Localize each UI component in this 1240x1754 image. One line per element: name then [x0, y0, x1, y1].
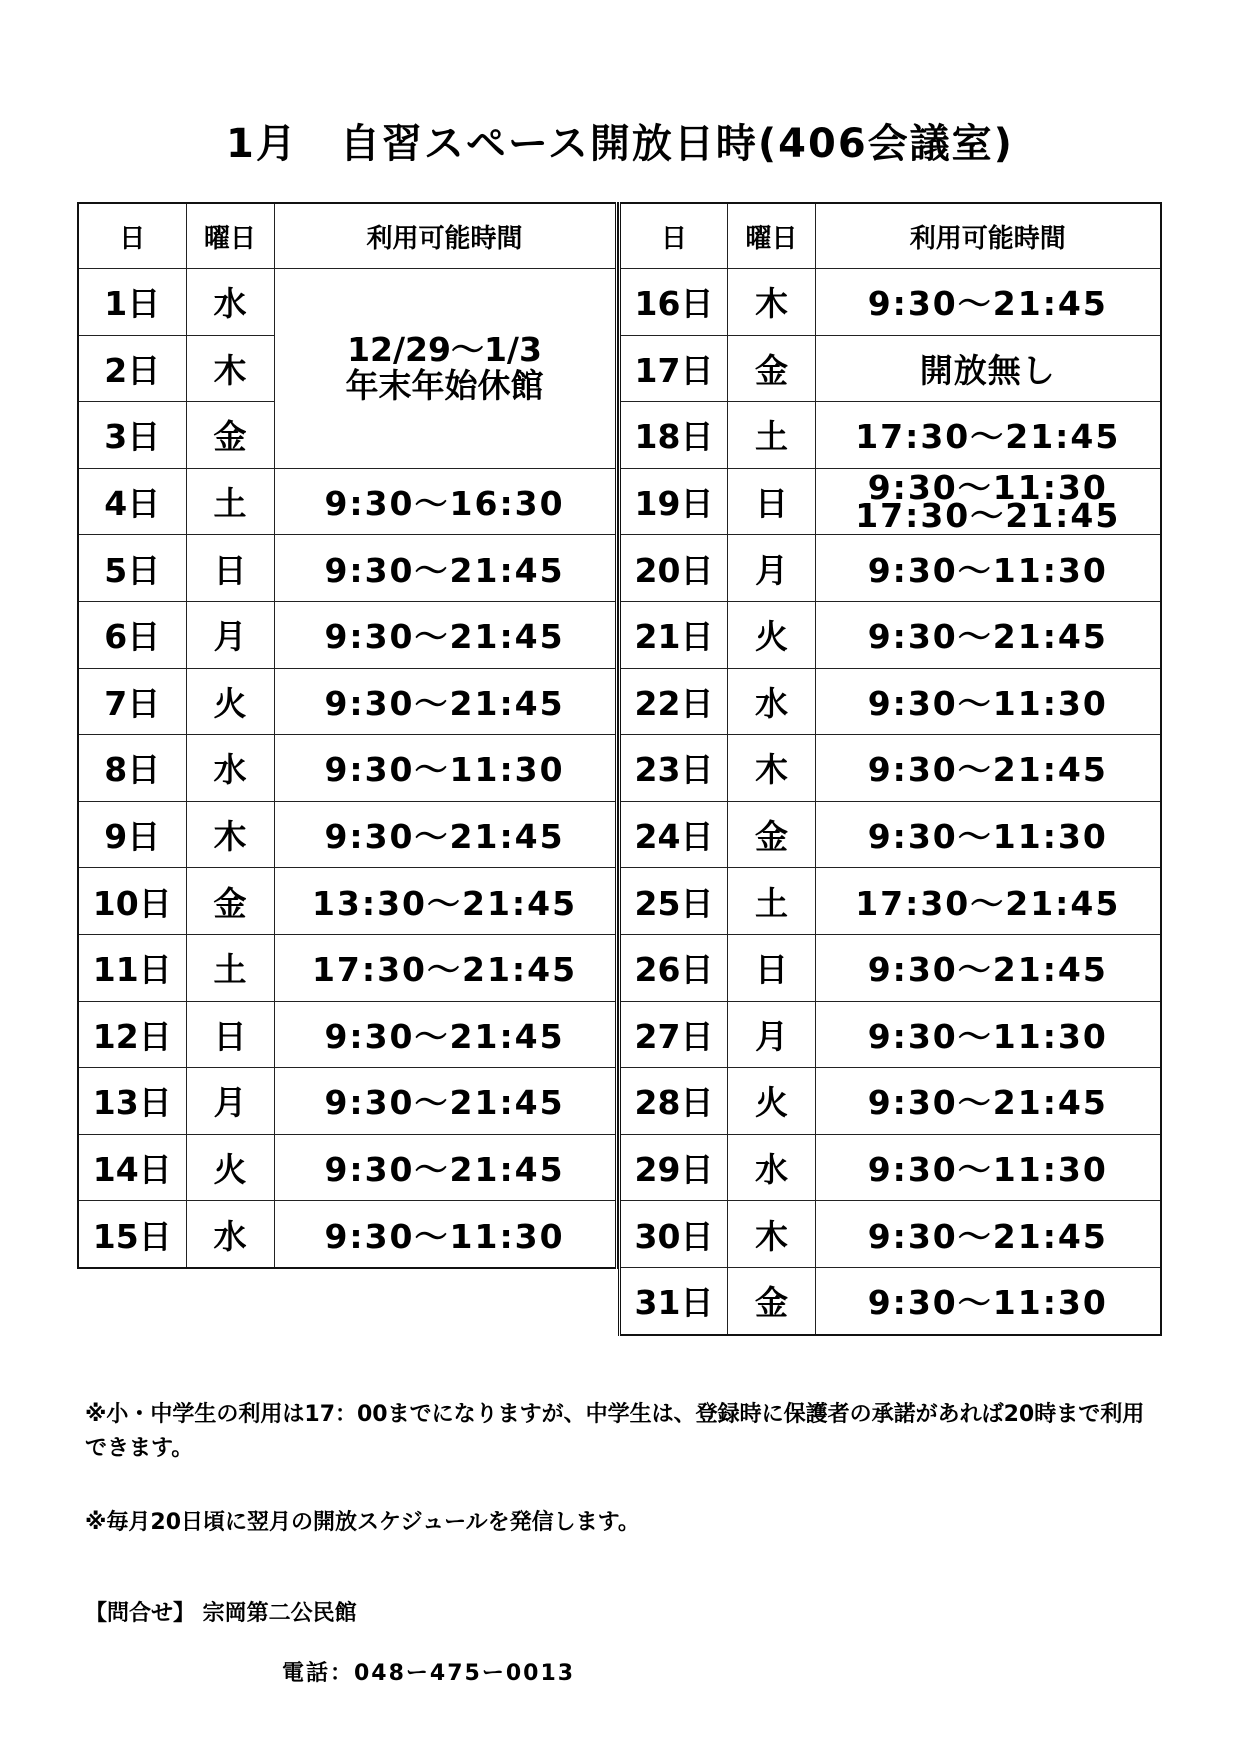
table-row	[620, 1201, 1161, 1268]
table-row	[620, 335, 1161, 402]
day-cell: 21日	[620, 601, 728, 668]
day-cell: 14日	[78, 1134, 186, 1201]
table-row	[78, 1134, 616, 1201]
notes-section	[85, 1398, 1165, 1580]
day-cell: 27日	[620, 1001, 728, 1068]
table-row	[620, 934, 1161, 1001]
day-cell: 7日	[78, 668, 186, 735]
closure-period: 12/29〜1/3	[347, 330, 542, 370]
day-cell: 2日	[78, 335, 186, 402]
weekday-cell: 金	[186, 402, 274, 469]
weekday-cell: 月	[728, 1001, 816, 1068]
hours-cell-closed: 開放無し	[816, 335, 1161, 402]
table-row	[620, 1134, 1161, 1201]
table-row	[620, 1267, 1161, 1334]
contact-label: 【問合せ】 宗岡第二公民館	[85, 1601, 357, 1626]
weekday-cell: 木	[728, 269, 816, 336]
weekday-cell: 月	[186, 601, 274, 668]
weekday-cell: 水	[186, 735, 274, 802]
table-row	[78, 868, 616, 935]
weekday-cell: 金	[728, 335, 816, 402]
hours-cell: 9:30〜21:45	[816, 934, 1161, 1001]
contact-phone: 電話：048ー475ー0013	[282, 1661, 576, 1686]
table-row	[78, 934, 616, 1001]
hours-cell: 17:30〜21:45	[274, 934, 616, 1001]
weekday-cell: 金	[186, 868, 274, 935]
hours-slot-evening: 17:30〜21:45	[855, 495, 1121, 535]
header-hours: 利用可能時間	[816, 203, 1161, 269]
day-cell: 9日	[78, 801, 186, 868]
hours-cell: 9:30〜21:45	[274, 601, 616, 668]
weekday-cell: 土	[186, 468, 274, 535]
table-row	[78, 801, 616, 868]
hours-slot-morning: 9:30〜11:30	[867, 467, 1108, 507]
hours-cell: 9:30〜11:30	[816, 668, 1161, 735]
weekday-cell: 水	[186, 269, 274, 336]
table-row	[620, 801, 1161, 868]
hours-cell: 9:30〜21:45	[274, 1068, 616, 1135]
hours-cell: 9:30〜16:30	[274, 468, 616, 535]
table-row	[620, 269, 1161, 336]
day-cell: 24日	[620, 801, 728, 868]
weekday-cell: 土	[728, 868, 816, 935]
day-cell: 12日	[78, 1001, 186, 1068]
weekday-cell: 火	[728, 601, 816, 668]
hours-cell: 17:30〜21:45	[816, 868, 1161, 935]
hours-cell: 9:30〜11:30	[816, 1134, 1161, 1201]
table-row	[78, 1068, 616, 1135]
hours-cell-double	[816, 468, 1161, 535]
hours-cell: 9:30〜21:45	[274, 801, 616, 868]
header-weekday: 曜日	[728, 203, 816, 269]
table-row	[78, 1001, 616, 1068]
day-cell: 18日	[620, 402, 728, 469]
table-row	[620, 1068, 1161, 1135]
hours-cell: 17:30〜21:45	[816, 402, 1161, 469]
hours-cell: 9:30〜11:30	[816, 1001, 1161, 1068]
day-cell: 3日	[78, 402, 186, 469]
day-cell: 1日	[78, 269, 186, 336]
hours-cell: 9:30〜11:30	[274, 735, 616, 802]
weekday-cell: 日	[728, 934, 816, 1001]
weekday-cell: 水	[186, 1201, 274, 1268]
table-row	[620, 668, 1161, 735]
header-weekday: 曜日	[186, 203, 274, 269]
day-cell: 22日	[620, 668, 728, 735]
hours-cell: 9:30〜21:45	[274, 535, 616, 602]
header-hours: 利用可能時間	[274, 203, 616, 269]
hours-cell: 9:30〜11:30	[816, 1267, 1161, 1334]
day-cell: 26日	[620, 934, 728, 1001]
hours-cell: 9:30〜11:30	[816, 535, 1161, 602]
weekday-cell: 水	[728, 668, 816, 735]
day-cell: 15日	[78, 1201, 186, 1268]
hours-cell: 9:30〜21:45	[816, 735, 1161, 802]
day-cell: 13日	[78, 1068, 186, 1135]
weekday-cell: 火	[186, 1134, 274, 1201]
schedule-table-right	[618, 202, 1162, 1336]
table-row	[78, 601, 616, 668]
table-header-row	[78, 203, 616, 269]
day-cell: 19日	[620, 468, 728, 535]
note-schedule: ※毎月20日頃に翌月の開放スケジュールを発信します。	[85, 1510, 640, 1535]
table-row	[78, 535, 616, 602]
table-row	[620, 735, 1161, 802]
table-row	[78, 735, 616, 802]
header-day: 日	[620, 203, 728, 269]
weekday-cell: 月	[728, 535, 816, 602]
schedule-table-left	[77, 202, 618, 1269]
hours-cell: 9:30〜21:45	[274, 1134, 616, 1201]
weekday-cell: 日	[186, 1001, 274, 1068]
hours-cell: 9:30〜21:45	[274, 668, 616, 735]
weekday-cell: 火	[728, 1068, 816, 1135]
day-cell: 17日	[620, 335, 728, 402]
closure-label: 年末年始休館	[345, 366, 544, 406]
table-row	[620, 468, 1161, 535]
table-row	[620, 868, 1161, 935]
weekday-cell: 火	[186, 668, 274, 735]
page-title: 1月 自習スペース開放日時(406会議室)	[226, 121, 1014, 167]
table-row	[78, 269, 616, 336]
weekday-cell: 月	[186, 1068, 274, 1135]
weekday-cell: 日	[728, 468, 816, 535]
day-cell: 16日	[620, 269, 728, 336]
table-row	[620, 402, 1161, 469]
note-students: ※小・中学生の利用は17：00までになりますが、中学生は、登録時に保護者の承諾があれば20時まで利用できます。	[85, 1402, 1145, 1461]
weekday-cell: 土	[728, 402, 816, 469]
weekday-cell: 木	[186, 801, 274, 868]
table-row	[78, 668, 616, 735]
hours-cell: 9:30〜21:45	[816, 269, 1161, 336]
hours-cell: 13:30〜21:45	[274, 868, 616, 935]
day-cell: 30日	[620, 1201, 728, 1268]
day-cell: 23日	[620, 735, 728, 802]
weekday-cell: 木	[728, 1201, 816, 1268]
table-row	[78, 1201, 616, 1268]
table-row	[78, 468, 616, 535]
weekday-cell: 金	[728, 801, 816, 868]
day-cell: 28日	[620, 1068, 728, 1135]
day-cell: 31日	[620, 1267, 728, 1334]
day-cell: 10日	[78, 868, 186, 935]
hours-cell: 9:30〜11:30	[816, 801, 1161, 868]
table-row	[620, 535, 1161, 602]
day-cell: 20日	[620, 535, 728, 602]
table-row	[620, 601, 1161, 668]
day-cell: 29日	[620, 1134, 728, 1201]
day-cell: 25日	[620, 868, 728, 935]
hours-cell: 9:30〜21:45	[816, 1201, 1161, 1268]
day-cell: 8日	[78, 735, 186, 802]
weekday-cell: 金	[728, 1267, 816, 1334]
holiday-closure-cell	[274, 269, 616, 469]
weekday-cell: 土	[186, 934, 274, 1001]
weekday-cell: 木	[728, 735, 816, 802]
table-row	[620, 1001, 1161, 1068]
day-cell: 4日	[78, 468, 186, 535]
weekday-cell: 水	[728, 1134, 816, 1201]
table-header-row	[620, 203, 1161, 269]
hours-cell: 9:30〜21:45	[816, 1068, 1161, 1135]
header-day: 日	[78, 203, 186, 269]
hours-cell: 9:30〜21:45	[816, 601, 1161, 668]
weekday-cell: 日	[186, 535, 274, 602]
day-cell: 11日	[78, 934, 186, 1001]
hours-cell: 9:30〜11:30	[274, 1201, 616, 1268]
day-cell: 5日	[78, 535, 186, 602]
hours-cell: 9:30〜21:45	[274, 1001, 616, 1068]
weekday-cell: 木	[186, 335, 274, 402]
day-cell: 6日	[78, 601, 186, 668]
